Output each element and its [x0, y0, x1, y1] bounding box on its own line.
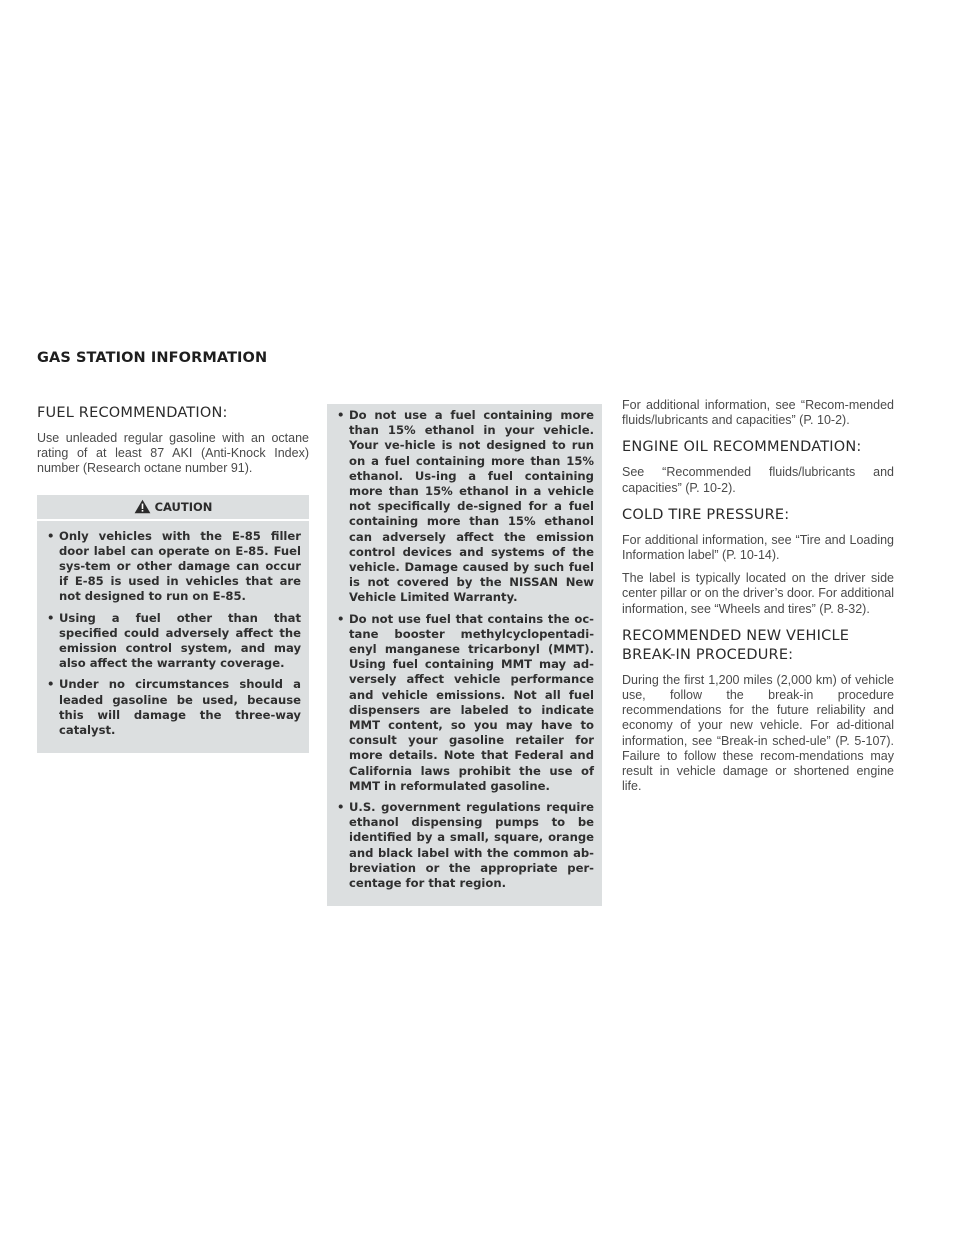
fuel-recommendation-text: Use unleaded regular gasoline with an octane rating of at least 87 AKI (Anti-Knock Index) number (Research octane number 91). [37, 431, 309, 476]
caution-box-continued [327, 404, 602, 906]
column-1 [37, 404, 309, 753]
fuel-recommendation-heading: FUEL RECOMMENDATION: [37, 405, 228, 421]
caution-list-continued [327, 406, 602, 891]
engine-oil-text: See “Recommended fluids/lubricants and capacities” (P. 10-2). [622, 465, 894, 495]
caution-item: • Under no circumstances should a leaded gasoline be used, because this will damage the three-way catalyst. [45, 677, 301, 738]
break-in-heading-line-1: RECOMMENDED NEW VEHICLE [622, 627, 850, 644]
warning-triangle-icon [134, 499, 151, 514]
caution-header [37, 495, 309, 521]
break-in-text: During the first 1,200 miles (2,000 km) of vehicle use, follow the break-in procedure recommendations for the future reliability and economy of your new vehicle. For ad-ditional information, see “Break-in sched-ule” (P. 5-107). Failure to follow these recom-mendations may result in vehicle damage or shortened engine life. [622, 672, 894, 794]
caution-item: • Do not use a fuel containing more than 15% ethanol in your vehicle. Your ve-hicle is not designed to run on a fuel containing more than 15% ethanol. Us-ing a fuel containing more than 15% ethanol in a vehicle not specifically de-signed for a fuel containing more than 15% ethanol can adversely affect the emission control devices and systems of the vehicle. Damage caused by such fuel is not covered by the NISSAN New Vehicle Limited Warranty. [335, 408, 594, 606]
break-in-heading-line-2: BREAK-IN PROCEDURE: [622, 646, 794, 663]
column-3 [622, 398, 894, 802]
caution-item: • U.S. government regulations require ethanol dispensing pumps to be identified by a small, square, orange and black label with the common ab-breviation or the appropriate per-centage for that region. [335, 800, 594, 891]
tire-label-location-text: The label is typically located on the driver side center pillar or on the driver’s door. For additional information, see “Wheels and tires” (P. 8-32). [622, 571, 894, 616]
tire-label-reference-text: For additional information, see “Tire and Loading Information label” (P. 10-14). [622, 532, 894, 563]
break-in-heading [622, 627, 894, 665]
caution-item: • Do not use fuel that contains the oc-tane booster methylcyclopentadi-enyl manganese tricarbonyl (MMT). Using fuel containing MMT may ad-versely affect vehicle performance and vehicle emissions. Not all fuel dispensers are labeled to indicate MMT content, so you may have to consult your gasoline retailer for more details. Note that Federal and California laws prohibit the use of MMT in reformulated gasoline. [335, 612, 594, 794]
caution-item: • Only vehicles with the E-85 filler door label can operate on E-85. Fuel sys-tem or other damage can occur if E-85 is used in vehicles that are not designed to run on E-85. [45, 529, 301, 605]
fluids-reference-text: For additional information, see “Recom-mended fluids/lubricants and capacities” (P. 10-2). [622, 398, 894, 428]
caution-label: CAUTION [154, 499, 213, 514]
caution-item: • Using a fuel other than that specified could adversely affect the emission control system, and may also affect the warranty coverage. [45, 611, 301, 672]
engine-oil-heading: ENGINE OIL RECOMMENDATION: [622, 439, 862, 456]
caution-list [37, 521, 309, 739]
caution-box [37, 495, 309, 754]
cold-tire-pressure-heading: COLD TIRE PRESSURE: [622, 506, 790, 523]
section-title: GAS STATION INFORMATION [37, 350, 268, 366]
column-2 [327, 404, 602, 906]
